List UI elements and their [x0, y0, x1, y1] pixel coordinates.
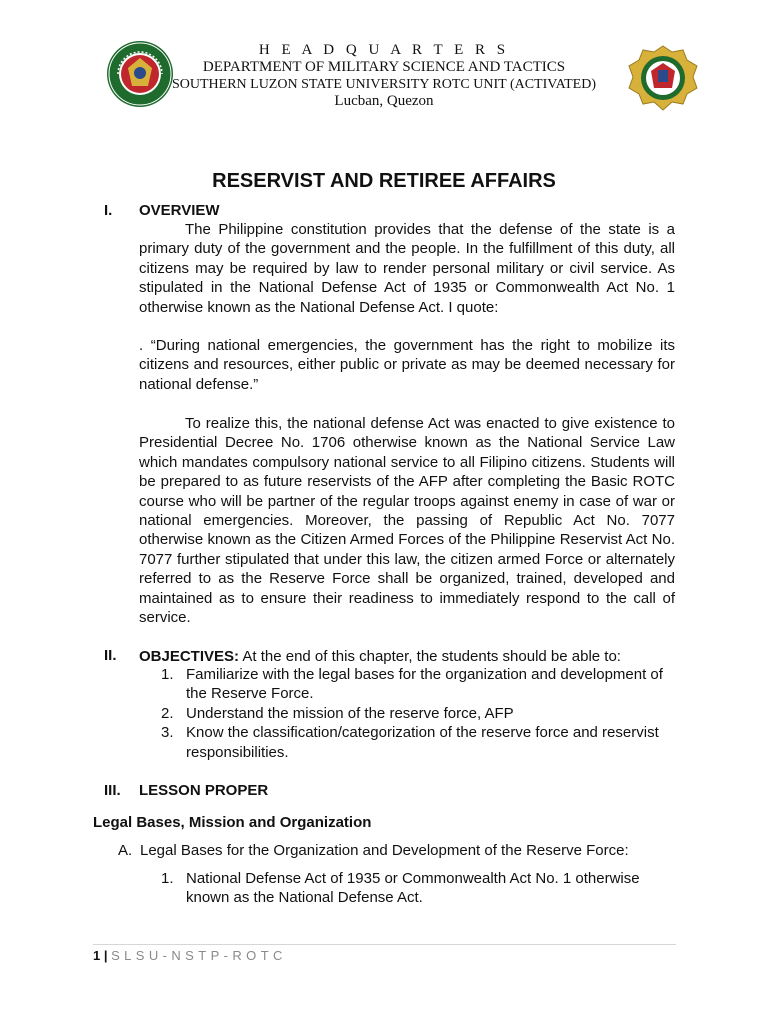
letterhead-department: DEPARTMENT OF MILITARY SCIENCE AND TACTICS	[202, 59, 566, 75]
objectives-list	[161, 665, 677, 762]
section-number-overview: I.	[104, 202, 113, 219]
lesson-item-a	[118, 842, 629, 859]
section-heading-objectives: OBJECTIVES:	[139, 648, 240, 665]
section-heading-lesson: LESSON PROPER	[139, 782, 269, 799]
lesson-subheading: Legal Bases, Mission and Organization	[93, 814, 372, 831]
footer-separator: |	[100, 948, 112, 963]
section-heading-overview: OVERVIEW	[139, 202, 220, 219]
section-number-lesson: III.	[104, 782, 121, 799]
lesson-item-a-text: Legal Bases for the Organization and Development of the Reserve Force:	[140, 842, 629, 859]
page-footer	[93, 948, 287, 963]
letterhead-location: Lucban, Quezon	[334, 93, 434, 109]
objectives-intro: At the end of this chapter, the students should be able to:	[239, 648, 621, 665]
list-item: 1. National Defense Act of 1935 or Commonwealth Act No. 1 otherwise known as the National Defense Act.	[161, 870, 640, 907]
objectives-line	[139, 647, 621, 666]
letterhead-university-unit: SOUTHERN LUZON STATE UNIVERSITY ROTC UNIT (ACTIVATED)	[171, 77, 597, 92]
overview-paragraph-1: The Philippine constitution provides that the defense of the state is a primary duty of the government and the people. In the fulfillment of this duty, all citizens may be required by law to render personal military or civil service. As stipulated in the National Defense Act of 1935 or Commonwealth Act No. 1 otherwise known as the National Defense Act. I quote:	[139, 221, 675, 316]
section-number-objectives: II.	[104, 647, 117, 664]
list-item: 2. Understand the mission of the reserve force, AFP	[161, 704, 514, 722]
list-item: 3. Know the classification/categorization of the reserve force and reservist responsibilities.	[161, 724, 659, 761]
overview-quote: . “During national emergencies, the government has the right to mobilize its citizens and resources, either public or private as may be deemed necessary for national defense.”	[139, 337, 675, 393]
footer-divider	[93, 944, 676, 945]
list-item: 1. Familiarize with the legal bases for the organization and development of the Reserve Force.	[161, 666, 663, 703]
page-number: 1	[93, 948, 101, 963]
letterhead	[0, 42, 768, 110]
document-title: RESERVIST AND RETIREE AFFAIRS	[212, 170, 556, 192]
letterhead-headquarters: H E A D Q U A R T E R S	[258, 42, 510, 58]
overview-paragraph-2: To realize this, the national defense Act was enacted to give existence to Presidential Decree No. 1706 otherwise known as the National Service Law which mandates compulsory national service to all Filipino citizens. Students will be prepared to as future reservists of the AFP after completing the Basic ROTC course who will be partner of the regular troops against enemy in case of war or national emergencies. Moreover, the passing of Republic Act No. 7077 otherwise known as the Citizen Armed Forces of the Philippine Reservist Act No. 7077 further stipulated that under this law, the citizen armed Force or alternately referred to as the Reserve Force shall be organized, trained, developed and maintained as to ensure their readiness to immediately respond to the call of service.	[139, 415, 675, 627]
lesson-item-a-label: A.	[118, 842, 133, 859]
footer-text: SLSU-NSTP-ROTC	[111, 948, 287, 963]
legal-bases-list	[161, 869, 677, 908]
